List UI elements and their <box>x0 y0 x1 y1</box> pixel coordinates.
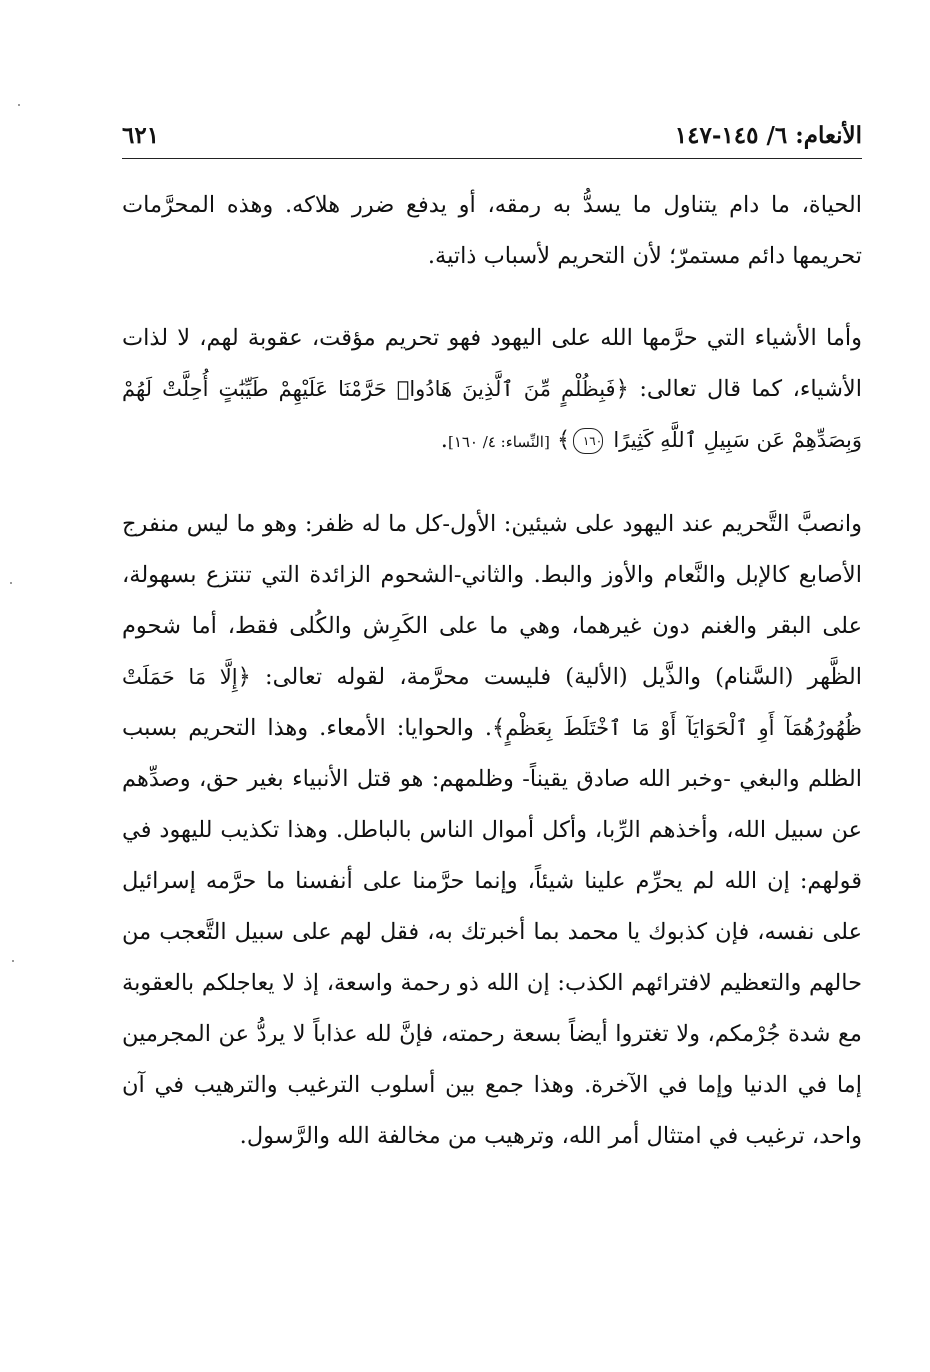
paragraph-3-part2: . والحوايا: الأمعاء. وهذا التحريم بسبب الظلم والبغي -وخبر الله صادق يقيناً- وظلمهم: هو قتل الأنبياء بغير حق، وصدِّهم عن سبيل الله، وأخذهم الرِّبا، وأكل أموال الناس بالباطل. وهذا تكذيب لليهود في قولهم: إن الله لم يحرِّم علينا شيئاً، وإنما حرَّمنا على أنفسنا ما حرَّمه إسرائيل على نفسه، فإن كذبوك يا محمد بما أخبرتك به، فقل لهم على سبيل التَّعجب من حالهم والتعظيم لافترائهم الكذب: إن الله ذو رحمة واسعة، إذ لا يعاجلكم بالعقوبة مع شدة جُرْمكم، ولا تغتروا أيضاً بسعة رحمته، فإنَّ لله عذاباً لا يردُّ عن المجرمين إما في الدنيا وإما في الآخرة. وهذا جمع بين أسلوب الترغيب والترهيب في آن واحد، ترغيب في امتثال أمر الله، وترهيب من مخالفة الله والرَّسول. <box>122 715 862 1149</box>
quran-quote-2-close: ﴾ <box>492 715 506 741</box>
scan-speck <box>12 960 14 962</box>
quran-quote-2: إِلَّا مَا حَمَلَتْ ظُهُورُهُمَآ أَوِ ٱلْحَوَايَآ أَوْ مَا ٱخْتَلَطَ بِعَظْمٍ <box>122 665 862 740</box>
scan-speck <box>18 104 20 106</box>
paragraph-1-text: الحياة، ما دام يتناول ما يسدُّ به رمقه، أو يدفع ضرر هلاكه. وهذه المحرَّمات تحريمها دائم مستمرّ؛ لأن التحريم لأسباب ذاتية. <box>122 192 862 269</box>
quran-quote-open: ﴿ <box>615 376 629 402</box>
paragraph-2-intro: وأما الأشياء التي حرَّمها الله على اليهود فهو تحريم مؤقت، عقوبة لهم، لا لذات الأشياء، كما قال تعالى: <box>122 325 863 402</box>
paragraph-2-end: . <box>440 427 448 453</box>
paragraph-3-part1: وانصبَّ التَّحريم عند اليهود على شيئين: الأول-كل ما له ظفر: وهو ما ليس منفرج الأصابع كالإبل والنَّعام والأوز والبط. والثاني-الشحوم الزائدة التي تنتزع بسهولة، على البقر والغنم دون غيرهما، وهي ما على الكَرِش والكُلى فقط، أما شحوم الظَّهر (السَّنام) والذَّيل (الألية) فليست محرَّمة، لقوله تعالى: <box>122 511 863 690</box>
page-number: ٦٢١ <box>122 122 160 149</box>
scan-speck <box>10 582 12 584</box>
quran-quote: فَبِظُلْمٍ مِّنَ ٱلَّذِينَ هَادُوا۟ حَرَّمْنَا عَلَيْهِمْ طَيِّبَٰتٍ أُحِلَّتْ لَهُمْ وَبِصَدِّهِمْ عَن سَبِيلِ ٱللَّهِ كَثِيرًا <box>122 377 862 452</box>
quran-reference: [النِّساء: ٤/ ١٦٠] <box>447 433 550 451</box>
paragraph-3 <box>122 499 862 1162</box>
body-text <box>122 180 862 1193</box>
paragraph-1 <box>122 180 862 282</box>
ayah-number-mark: ١٦٠ <box>573 428 603 454</box>
header-title: الأنعام: ٦/ ١٤٥-١٤٧ <box>674 122 862 149</box>
quran-quote-2-open: ﴿ <box>237 664 251 690</box>
running-header <box>122 122 862 158</box>
header-divider <box>122 158 862 159</box>
quran-quote-close: ﴾ <box>556 427 571 453</box>
paragraph-2 <box>122 313 862 468</box>
